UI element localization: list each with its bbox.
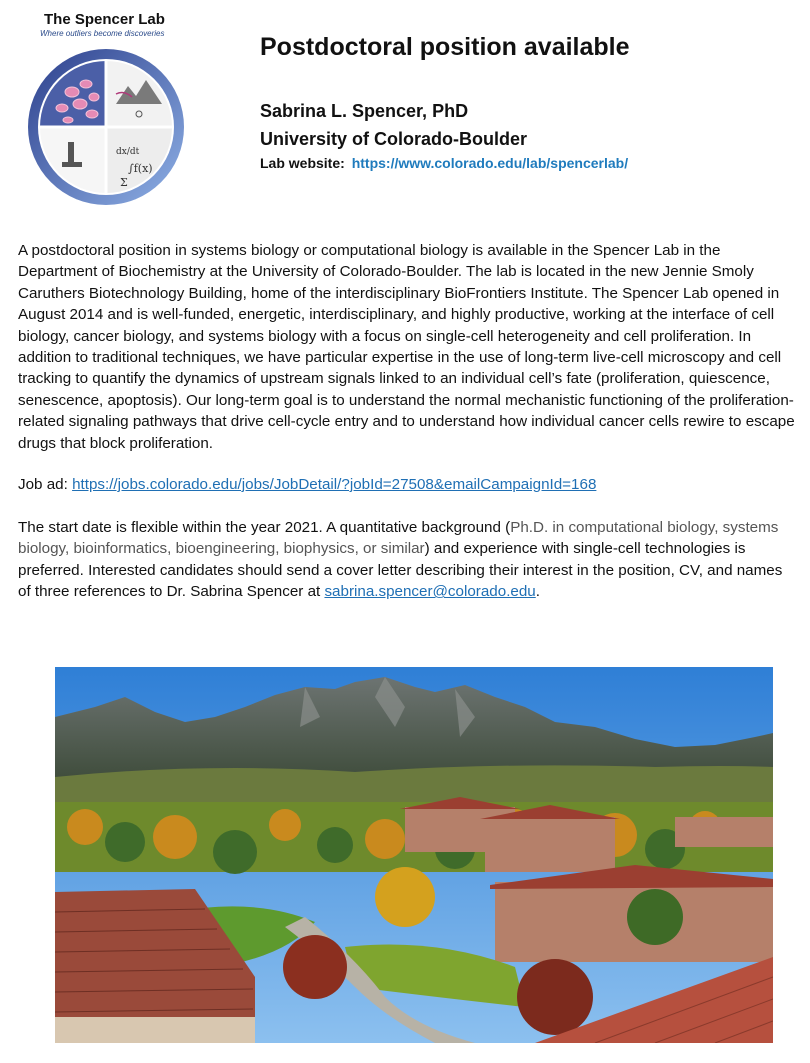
lab-website-label: Lab website: xyxy=(260,155,345,171)
requirements-text-1: The start date is flexible within the year 2021. A quantitative background ( xyxy=(18,519,511,536)
lab-website-line xyxy=(260,155,628,171)
logo-circle-graphic xyxy=(24,42,189,207)
svg-text:∫f(x): ∫f(x) xyxy=(128,162,153,175)
logo-tagline: Where outliers become discoveries xyxy=(40,29,165,38)
contact-email-link[interactable]: sabrina.spencer@colorado.edu xyxy=(324,583,536,601)
lab-website-link[interactable]: https://www.colorado.edu/lab/spencerlab/ xyxy=(351,155,629,171)
job-ad-link[interactable]: https://jobs.colorado.edu/jobs/JobDetail/?jobId=27508&emailCampaignId=168 xyxy=(72,476,597,493)
requirements-text-2: ) and experience with single-cell technologies is preferred. Interested candidates should send a cover letter describing their interest in the position, CV, and names of three references to Dr. Sabrina Spencer at xyxy=(18,540,783,601)
campus-photo xyxy=(55,667,773,1043)
page-title: Postdoctoral position available xyxy=(260,33,630,61)
svg-text:Σ: Σ xyxy=(120,176,128,189)
svg-text:dx/dt: dx/dt xyxy=(116,147,140,157)
job-ad-line xyxy=(18,474,798,495)
university-name: University of Colorado-Boulder xyxy=(260,129,528,149)
campus-landscape-image xyxy=(55,667,773,1043)
lab-logo xyxy=(22,8,192,208)
logo-title: The Spencer Lab xyxy=(44,11,165,28)
requirements-end: . xyxy=(535,583,540,601)
job-ad-label: Job ad: xyxy=(18,476,68,493)
requirements-paragraph xyxy=(18,517,798,603)
requirements-degree-fields: Ph.D. in computational biology, systems biology, bioinformatics, bioengineering, biophysics, or similar xyxy=(18,519,779,558)
description-paragraph: A postdoctoral position in systems biology or computational biology is available in the Spencer Lab in the Department of Biochemistry at the University of Colorado-Boulder. The lab is located in the new Jennie Smoly Caruthers Biotechnology Building, home of the interdisciplinary BioFrontiers Institute. The Spencer Lab opened in August 2014 and is well-funded, energetic, interdisciplinary, and highly productive, working at the interface of cell biology, cancer biology, and systems biology with a focus on single-cell heterogeneity and cell proliferation. In addition to traditional techniques, we have particular expertise in the use of long-term live-cell microscopy and cell tracking to quantify the dynamics of upstream signals linked to an individual cell’s fate (proliferation, quiescence, senescence, apoptosis). Our long-term goal is to understand the normal mechanistic functioning of the proliferation-related signaling pathways that drive cell-cycle entry and to understand how individual cancer cells rewire to escape drugs that block proliferation. xyxy=(18,242,795,452)
pi-name: Sabrina L. Spencer, PhD xyxy=(260,101,469,121)
